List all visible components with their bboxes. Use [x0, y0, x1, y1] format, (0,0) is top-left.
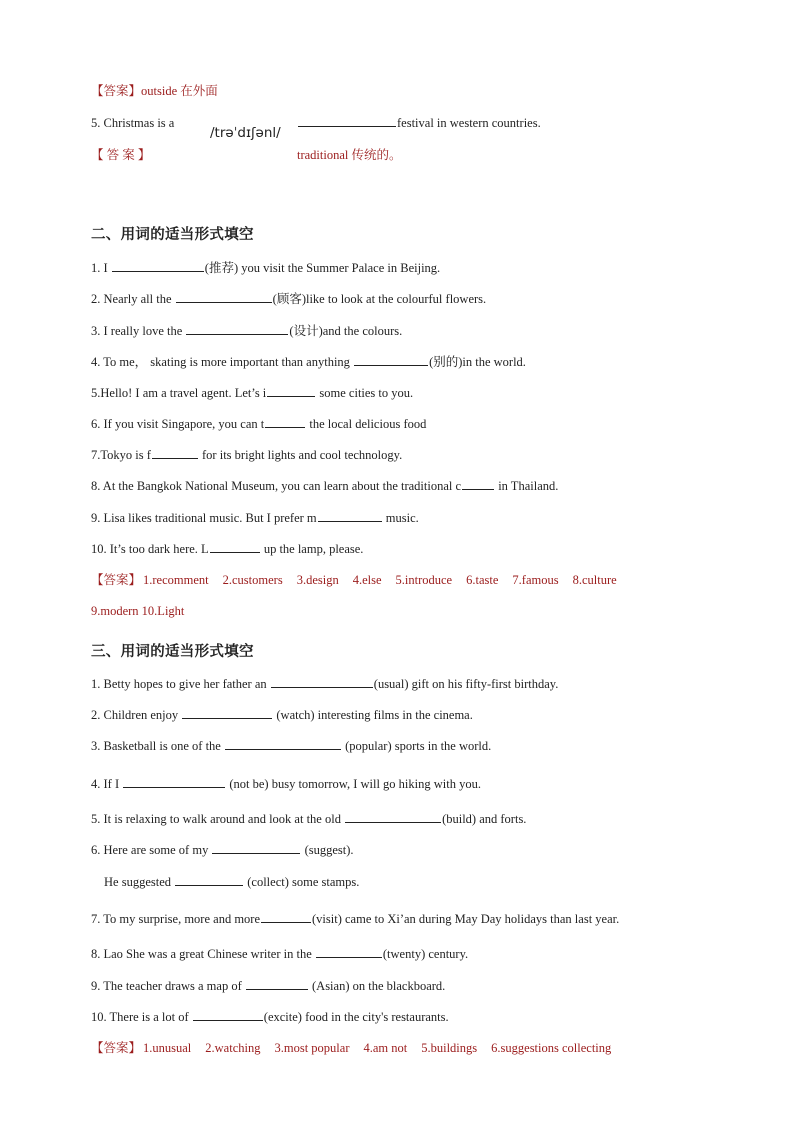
fill-blank[interactable]: [462, 478, 494, 490]
fill-blank[interactable]: [182, 707, 272, 719]
question-text: 9. Lisa likes traditional music. But I prefer m: [91, 511, 317, 525]
fill-blank[interactable]: [267, 385, 315, 397]
question-text: (excite) food in the city's restaurants.: [263, 1010, 449, 1024]
question-text: for its bright lights and cool technology.: [198, 448, 403, 462]
question-text: (Asian) on the blackboard.: [312, 979, 446, 993]
question-text: 6. Here are some of my: [91, 843, 209, 857]
answer-key-line-2: 9.modern 10.Light: [91, 604, 185, 618]
answer-item: 1.unusual: [143, 1041, 192, 1055]
question-item: [91, 260, 440, 276]
phonetic: /trəˈdɪʃənl/: [210, 125, 281, 141]
question-text: (collect) some stamps.: [247, 875, 360, 889]
answer-label: 【答案】: [91, 84, 142, 98]
fill-blank[interactable]: [152, 447, 198, 459]
answer-item: 5.introduce: [395, 573, 453, 587]
question-text: 9. The teacher draws a map of: [91, 979, 242, 993]
fill-blank[interactable]: [212, 842, 300, 854]
answer-key-line: [91, 1040, 611, 1056]
answer-item: 3.design: [296, 573, 339, 587]
question-text: 5.Hello! I am a travel agent. Let’s i: [91, 386, 267, 400]
question-item: [91, 323, 402, 339]
question-item: [91, 811, 526, 827]
fill-blank[interactable]: [176, 291, 272, 303]
question-5-rest: [297, 115, 541, 131]
question-item: [91, 738, 491, 754]
question-item: [91, 776, 481, 792]
question-item: [91, 842, 354, 858]
section-heading: 二、用词的适当形式填空: [91, 227, 254, 243]
fill-blank[interactable]: [186, 323, 288, 335]
question-item: [91, 447, 402, 463]
question-text: music.: [382, 511, 419, 525]
question-text: (顾客)like to look at the colourful flowers.: [272, 292, 487, 306]
question-text: (usual) gift on his fifty-first birthday.: [373, 677, 559, 691]
fill-blank[interactable]: [261, 911, 311, 923]
fill-blank[interactable]: [345, 811, 441, 823]
answer-label: 【答案】: [91, 1041, 142, 1055]
question-text: (suggest).: [304, 843, 354, 857]
fill-blank[interactable]: [354, 354, 428, 366]
question-text: 10. There is a lot of: [91, 1010, 189, 1024]
question-item: [91, 946, 468, 962]
answer-item: 2.watching: [205, 1041, 261, 1055]
question-item-subline: [104, 874, 359, 890]
question-text: 1. I: [91, 261, 108, 275]
question-item: [91, 478, 558, 494]
answer-text: outside 在外面: [141, 84, 218, 98]
question-text: He suggested: [104, 875, 171, 889]
question-item: [91, 541, 363, 557]
fill-blank[interactable]: [193, 1009, 263, 1021]
question-item: [91, 911, 619, 927]
answer-item: 5.buildings: [421, 1041, 478, 1055]
question-text: 1. Betty hopes to give her father an: [91, 677, 267, 691]
question-text: 10. It’s too dark here. L: [91, 542, 209, 556]
question-text: 7.Tokyo is f: [91, 448, 151, 462]
answer-label: 【答案】: [91, 573, 142, 587]
question-text: 2. Nearly all the: [91, 292, 172, 306]
answer-key-line: [91, 572, 617, 588]
fill-blank[interactable]: [246, 978, 308, 990]
question-text: 8. Lao She was a great Chinese writer in the: [91, 947, 312, 961]
question-item: [91, 291, 486, 307]
question-text: 7. To my surprise, more and more: [91, 912, 261, 926]
question-text: 3. I really love the: [91, 324, 183, 338]
question-item: [91, 978, 445, 994]
question-5: [91, 115, 174, 131]
answer-text: traditional 传统的。: [297, 148, 402, 162]
answer-item: 8.culture: [572, 573, 617, 587]
question-item: [91, 385, 413, 401]
question-text: the local delicious food: [306, 417, 427, 431]
question-text: 6. If you visit Singapore, you can t: [91, 417, 265, 431]
question-text: (visit) came to Xi’an during May Day holidays than last year.: [312, 912, 620, 926]
fill-blank[interactable]: [271, 676, 373, 688]
question-text: some cities to you.: [316, 386, 414, 400]
question-item: [91, 1009, 449, 1025]
question-item: [91, 510, 419, 526]
answer-item: 3.most popular: [274, 1041, 350, 1055]
answer-line-outside: [91, 83, 218, 99]
answer-item: 1.recomment: [143, 573, 209, 587]
fill-blank[interactable]: [175, 874, 243, 886]
question-text: (watch) interesting films in the cinema.: [276, 708, 473, 722]
question-text: 8. At the Bangkok National Museum, you can learn about the traditional c: [91, 479, 462, 493]
fill-blank[interactable]: [123, 776, 225, 788]
question-text: (not be) busy tomorrow, I will go hiking with you.: [229, 777, 481, 791]
fill-blank[interactable]: [225, 738, 341, 750]
question-text: 4. If I: [91, 777, 120, 791]
fill-blank[interactable]: [112, 260, 204, 272]
answer-item: 6.taste: [466, 573, 499, 587]
question-text: 4. To me， skating is more important than anything: [91, 355, 350, 369]
question-text: (别的)in the world.: [429, 355, 526, 369]
question-item: [91, 354, 526, 370]
question-item: [91, 676, 558, 692]
question-text: 5. Christmas is a: [91, 116, 175, 130]
section-heading: 三、用词的适当形式填空: [91, 644, 254, 660]
question-text: (popular) sports in the world.: [345, 739, 492, 753]
answer-item: 7.famous: [512, 573, 559, 587]
fill-blank[interactable]: [316, 946, 382, 958]
fill-blank[interactable]: [210, 541, 260, 553]
question-text: (设计)and the colours.: [289, 324, 403, 338]
answer-item: 4.am not: [363, 1041, 408, 1055]
answer-item: 2.customers: [222, 573, 283, 587]
question-text: (build) and forts.: [442, 812, 527, 826]
question-text: 3. Basketball is one of the: [91, 739, 221, 753]
answer-item: 6.suggestions collecting: [491, 1041, 612, 1055]
question-text: in Thailand.: [495, 479, 559, 493]
question-text: up the lamp, please.: [260, 542, 364, 556]
answer-label-spaced: 【 答 案 】: [91, 148, 151, 162]
question-text: (twenty) century.: [382, 947, 469, 961]
question-text: 2. Children enjoy: [91, 708, 179, 722]
question-text: festival in western countries.: [397, 116, 541, 130]
question-item: [91, 416, 426, 432]
question-item: [91, 707, 473, 723]
question-text: (推荐) you visit the Summer Palace in Beijing.: [204, 261, 441, 275]
fill-blank[interactable]: [265, 416, 305, 428]
fill-blank[interactable]: [318, 510, 382, 522]
question-text: 5. It is relaxing to walk around and look at the old: [91, 812, 341, 826]
answer-item: 4.else: [352, 573, 382, 587]
fill-blank[interactable]: [298, 115, 396, 127]
